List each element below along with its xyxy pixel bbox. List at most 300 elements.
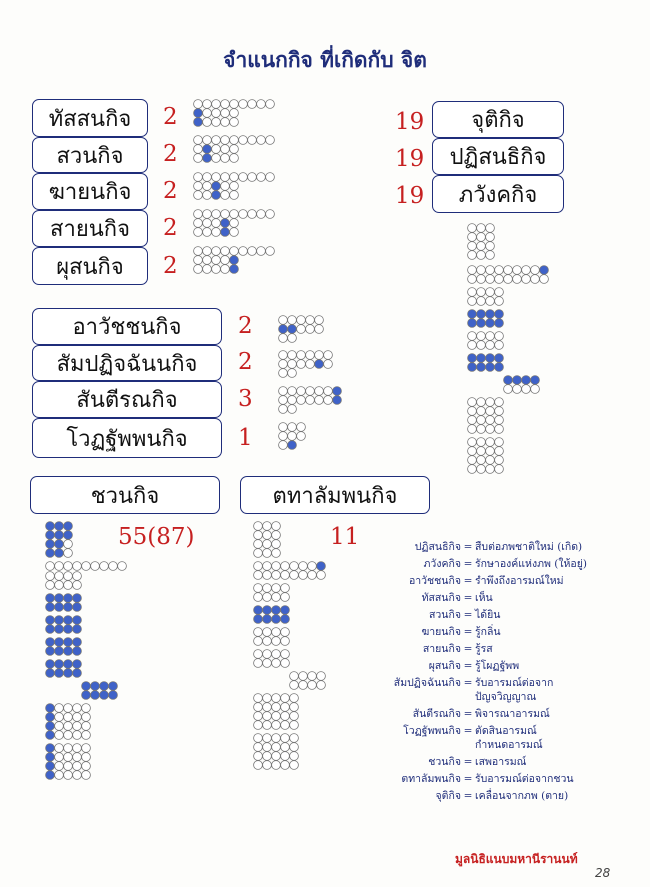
kicca-label: สันตีรณกิจ xyxy=(76,388,178,413)
citta-dot xyxy=(221,228,230,237)
citta-dot xyxy=(203,109,212,118)
legend-definition: เสพอารมณ์ xyxy=(475,756,527,768)
citta-dot xyxy=(486,310,495,319)
citta-dot xyxy=(272,522,281,531)
citta-dot xyxy=(203,136,212,145)
citta-dot xyxy=(212,145,221,154)
citta-dot xyxy=(281,615,290,624)
citta-dot xyxy=(91,562,100,571)
citta-dot xyxy=(248,136,257,145)
citta-dot xyxy=(504,275,513,284)
kicca-label: อาวัชชนกิจ xyxy=(72,315,182,340)
citta-dot xyxy=(239,210,248,219)
citta-dot xyxy=(64,581,73,590)
citta-dot xyxy=(46,522,55,531)
citta-dot xyxy=(288,325,297,334)
citta-dot xyxy=(306,387,315,396)
legend-equals: = xyxy=(463,756,473,768)
citta-dot xyxy=(64,549,73,558)
citta-dot xyxy=(306,360,315,369)
legend-definition-cont: ปัญจวิญญาณ xyxy=(475,691,537,703)
citta-dot xyxy=(317,672,326,681)
citta-dot xyxy=(263,628,272,637)
citta-dot xyxy=(64,540,73,549)
citta-dot xyxy=(82,713,91,722)
legend-row xyxy=(372,676,622,704)
citta-dot xyxy=(540,275,549,284)
citta-dot xyxy=(46,581,55,590)
citta-dot xyxy=(288,432,297,441)
citta-dot xyxy=(55,660,64,669)
citta-dot xyxy=(272,531,281,540)
citta-dot xyxy=(55,540,64,549)
legend-definition: พิจารณาอารมณ์ xyxy=(475,708,550,720)
citta-dot xyxy=(221,173,230,182)
citta-dot xyxy=(46,762,55,771)
citta-dot xyxy=(194,100,203,109)
legend-row xyxy=(372,659,622,673)
citta-dot xyxy=(254,522,263,531)
citta-dot xyxy=(212,173,221,182)
legend-term: ภวังคกิจ xyxy=(423,558,461,570)
citta-dot xyxy=(317,562,326,571)
citta-dot xyxy=(230,118,239,127)
citta-dot xyxy=(306,325,315,334)
citta-dot xyxy=(254,734,263,743)
citta-dot xyxy=(477,438,486,447)
citta-dot xyxy=(272,584,281,593)
citta-dot xyxy=(230,256,239,265)
legend-equals: = xyxy=(463,575,473,587)
citta-dot xyxy=(272,743,281,752)
citta-dot xyxy=(254,549,263,558)
citta-dot xyxy=(263,540,272,549)
citta-dot xyxy=(281,593,290,602)
citta-dot xyxy=(290,703,299,712)
citta-dot xyxy=(263,584,272,593)
citta-dot xyxy=(46,616,55,625)
citta-dot xyxy=(248,210,257,219)
citta-dot xyxy=(55,594,64,603)
citta-dot xyxy=(272,659,281,668)
citta-dot xyxy=(281,752,290,761)
citta-dot xyxy=(281,721,290,730)
legend-equals: = xyxy=(463,660,473,672)
citta-dot xyxy=(306,351,315,360)
legend-term: ผุสนกิจ xyxy=(428,660,461,672)
citta-dot xyxy=(82,771,91,780)
citta-dot xyxy=(495,398,504,407)
citta-dot xyxy=(290,743,299,752)
citta-dot xyxy=(212,247,221,256)
legend-row xyxy=(372,755,622,769)
citta-dot xyxy=(73,771,82,780)
citta-dot xyxy=(477,407,486,416)
kicca-count: 19 xyxy=(395,183,425,209)
legend-row xyxy=(372,557,622,571)
citta-dot xyxy=(254,615,263,624)
citta-dot xyxy=(290,571,299,580)
kicca-count: 11 xyxy=(330,524,360,550)
citta-dot xyxy=(212,256,221,265)
citta-dot xyxy=(263,752,272,761)
citta-dot xyxy=(73,638,82,647)
citta-dot xyxy=(64,744,73,753)
citta-dot xyxy=(315,316,324,325)
citta-dot xyxy=(468,233,477,242)
legend-term: สัมปฏิจฉันนกิจ xyxy=(393,677,461,689)
citta-dot xyxy=(477,447,486,456)
legend-definition: ได้ยิน xyxy=(475,609,501,621)
citta-dot xyxy=(477,297,486,306)
legend-equals: = xyxy=(463,643,473,655)
legend-term: โวฏฐัพพนกิจ xyxy=(403,725,461,737)
citta-dot xyxy=(221,265,230,274)
legend-definition: สืบต่อภพชาติใหม่ (เกิด) xyxy=(475,541,583,553)
citta-dot xyxy=(73,581,82,590)
citta-dot xyxy=(46,572,55,581)
citta-dot xyxy=(531,266,540,275)
citta-dot xyxy=(73,625,82,634)
citta-dot xyxy=(495,341,504,350)
citta-dot xyxy=(46,625,55,634)
citta-dot xyxy=(254,593,263,602)
citta-dot xyxy=(495,266,504,275)
citta-dot xyxy=(254,659,263,668)
citta-dot xyxy=(64,660,73,669)
citta-dot xyxy=(194,228,203,237)
citta-dot xyxy=(513,266,522,275)
citta-dot xyxy=(288,334,297,343)
citta-dot xyxy=(109,562,118,571)
citta-dot xyxy=(272,606,281,615)
citta-dot xyxy=(100,691,109,700)
kicca-label: ผุสนกิจ xyxy=(56,254,124,280)
citta-dot xyxy=(333,396,342,405)
citta-dot xyxy=(315,387,324,396)
citta-dot xyxy=(64,713,73,722)
citta-dot xyxy=(221,210,230,219)
citta-dot xyxy=(239,173,248,182)
citta-dot xyxy=(46,531,55,540)
citta-dot xyxy=(263,712,272,721)
citta-dot xyxy=(486,363,495,372)
citta-dot xyxy=(254,721,263,730)
citta-dot xyxy=(468,354,477,363)
citta-dot xyxy=(194,136,203,145)
citta-dot xyxy=(477,310,486,319)
citta-dot xyxy=(194,109,203,118)
citta-dot xyxy=(194,247,203,256)
citta-dot xyxy=(212,154,221,163)
citta-dot xyxy=(46,704,55,713)
citta-dot xyxy=(297,360,306,369)
citta-dot xyxy=(194,118,203,127)
citta-dot xyxy=(64,522,73,531)
citta-dot xyxy=(468,398,477,407)
citta-dot xyxy=(73,562,82,571)
citta-dot xyxy=(55,572,64,581)
citta-dot xyxy=(531,385,540,394)
legend-term: ชวนกิจ xyxy=(428,756,461,768)
citta-dot xyxy=(324,351,333,360)
citta-dot xyxy=(477,224,486,233)
citta-dot xyxy=(468,266,477,275)
citta-dot xyxy=(203,154,212,163)
citta-dot xyxy=(495,275,504,284)
citta-dot xyxy=(73,731,82,740)
citta-dot xyxy=(263,650,272,659)
legend-row xyxy=(372,591,622,605)
citta-dot xyxy=(522,376,531,385)
citta-dot xyxy=(279,334,288,343)
citta-dot xyxy=(297,387,306,396)
citta-dot xyxy=(495,297,504,306)
citta-dot xyxy=(495,354,504,363)
citta-dot xyxy=(281,606,290,615)
citta-dot xyxy=(64,647,73,656)
kicca-count: 2 xyxy=(163,141,178,167)
legend-definition: รำพึงถึงอารมณ์ใหม่ xyxy=(475,575,564,587)
citta-dot xyxy=(194,154,203,163)
citta-dot xyxy=(212,191,221,200)
citta-dot xyxy=(272,615,281,624)
citta-dot xyxy=(64,531,73,540)
citta-dot xyxy=(46,731,55,740)
citta-dot xyxy=(82,682,91,691)
citta-dot xyxy=(212,265,221,274)
citta-dot xyxy=(46,540,55,549)
legend-definition: เคลื่อนจากภพ (ตาย) xyxy=(475,790,569,802)
citta-dot xyxy=(272,562,281,571)
citta-dot xyxy=(55,625,64,634)
citta-dot xyxy=(73,744,82,753)
citta-dot xyxy=(281,743,290,752)
citta-dot xyxy=(308,681,317,690)
citta-dot xyxy=(263,615,272,624)
citta-dot xyxy=(230,154,239,163)
citta-dot xyxy=(477,332,486,341)
citta-dot xyxy=(279,369,288,378)
citta-dot xyxy=(221,118,230,127)
citta-dot xyxy=(495,363,504,372)
citta-dot xyxy=(504,385,513,394)
citta-dot xyxy=(212,182,221,191)
citta-dot xyxy=(46,603,55,612)
citta-dot xyxy=(46,744,55,753)
citta-dot xyxy=(230,173,239,182)
citta-dot xyxy=(73,572,82,581)
citta-dot xyxy=(254,761,263,770)
citta-dot xyxy=(272,752,281,761)
citta-dot xyxy=(254,637,263,646)
citta-dot xyxy=(486,416,495,425)
citta-dot xyxy=(203,265,212,274)
citta-dot xyxy=(315,396,324,405)
citta-dot xyxy=(55,731,64,740)
legend-definition: ตัดสินอารมณ์ กำหนดอารมณ์ xyxy=(475,725,543,751)
citta-dot xyxy=(46,562,55,571)
citta-dot xyxy=(272,549,281,558)
citta-dot xyxy=(254,571,263,580)
citta-dot xyxy=(254,703,263,712)
citta-dot xyxy=(212,118,221,127)
citta-dot xyxy=(281,734,290,743)
citta-dot xyxy=(64,603,73,612)
citta-dot xyxy=(46,594,55,603)
kicca-count: 19 xyxy=(395,109,425,135)
citta-dot xyxy=(221,191,230,200)
citta-dot xyxy=(212,109,221,118)
citta-dot xyxy=(73,660,82,669)
citta-dot xyxy=(263,721,272,730)
citta-dot xyxy=(279,325,288,334)
citta-dot xyxy=(82,722,91,731)
citta-dot xyxy=(109,691,118,700)
citta-dot xyxy=(486,297,495,306)
citta-dot xyxy=(281,694,290,703)
citta-dot xyxy=(55,562,64,571)
citta-dot xyxy=(281,703,290,712)
citta-dot xyxy=(254,743,263,752)
legend-row xyxy=(372,540,622,554)
citta-dot xyxy=(468,438,477,447)
legend-definition: รู้รส xyxy=(475,643,493,655)
kicca-count: 3 xyxy=(238,386,253,412)
citta-dot xyxy=(486,456,495,465)
kicca-label: ชวนกิจ xyxy=(90,483,160,509)
citta-dot xyxy=(46,638,55,647)
citta-dot xyxy=(55,669,64,678)
citta-dot xyxy=(288,423,297,432)
citta-dot xyxy=(239,247,248,256)
citta-dot xyxy=(468,310,477,319)
citta-dot xyxy=(486,465,495,474)
kicca-label: สายนกิจ xyxy=(50,217,130,242)
citta-dot xyxy=(194,210,203,219)
citta-dot xyxy=(290,761,299,770)
citta-dot xyxy=(263,637,272,646)
citta-dot xyxy=(248,247,257,256)
citta-dot xyxy=(531,275,540,284)
citta-dot xyxy=(486,266,495,275)
citta-dot xyxy=(118,562,127,571)
citta-dot xyxy=(477,251,486,260)
citta-dot xyxy=(272,628,281,637)
citta-dot xyxy=(203,145,212,154)
citta-dot xyxy=(203,256,212,265)
citta-dot xyxy=(281,650,290,659)
citta-dot xyxy=(73,713,82,722)
citta-dot xyxy=(299,562,308,571)
citta-dot xyxy=(203,228,212,237)
citta-dot xyxy=(495,310,504,319)
citta-dot xyxy=(504,376,513,385)
kicca-label: ภวังคกิจ xyxy=(458,182,538,208)
citta-dot xyxy=(477,275,486,284)
legend-equals: = xyxy=(463,790,473,802)
citta-dot xyxy=(212,210,221,219)
citta-dot xyxy=(230,210,239,219)
citta-dot xyxy=(257,247,266,256)
citta-dot xyxy=(477,242,486,251)
citta-dot xyxy=(263,703,272,712)
citta-dot xyxy=(299,672,308,681)
citta-dot xyxy=(468,456,477,465)
citta-dot xyxy=(297,423,306,432)
citta-dot xyxy=(263,606,272,615)
kicca-label: จุติกิจ xyxy=(471,108,525,133)
citta-dot xyxy=(46,771,55,780)
citta-dot xyxy=(504,266,513,275)
citta-dot xyxy=(477,319,486,328)
citta-dot xyxy=(272,734,281,743)
citta-dot xyxy=(64,572,73,581)
kicca-count: 2 xyxy=(163,215,178,241)
legend-term: สายนกิจ xyxy=(422,643,461,655)
citta-dot xyxy=(221,109,230,118)
citta-dot xyxy=(317,681,326,690)
legend-row xyxy=(372,625,622,639)
citta-dot xyxy=(257,210,266,219)
citta-dot xyxy=(281,637,290,646)
page-number: 28 xyxy=(595,866,611,880)
citta-dot xyxy=(212,219,221,228)
citta-dot xyxy=(290,734,299,743)
legend-term: ฆายนกิจ xyxy=(421,626,461,638)
citta-dot xyxy=(64,753,73,762)
citta-dot xyxy=(239,136,248,145)
citta-dot xyxy=(55,753,64,762)
citta-dot xyxy=(297,351,306,360)
legend-row xyxy=(372,707,622,721)
citta-dot xyxy=(308,672,317,681)
citta-dot xyxy=(281,584,290,593)
citta-dot xyxy=(290,721,299,730)
citta-dot xyxy=(203,100,212,109)
citta-dot xyxy=(477,398,486,407)
citta-dot xyxy=(73,603,82,612)
citta-dot xyxy=(55,531,64,540)
citta-dot xyxy=(288,360,297,369)
citta-dot xyxy=(73,753,82,762)
citta-dot xyxy=(317,571,326,580)
citta-dot xyxy=(486,447,495,456)
citta-dot xyxy=(306,316,315,325)
kicca-count: 2 xyxy=(163,178,178,204)
legend-term: ตทาลัมพนกิจ xyxy=(401,773,461,785)
citta-dot xyxy=(281,761,290,770)
citta-dot xyxy=(279,441,288,450)
citta-dot xyxy=(221,247,230,256)
citta-dot xyxy=(477,416,486,425)
kicca-count: 19 xyxy=(395,146,425,172)
citta-dot xyxy=(297,432,306,441)
citta-dot xyxy=(82,691,91,700)
citta-dot xyxy=(194,182,203,191)
citta-dot xyxy=(468,242,477,251)
citta-dot xyxy=(290,694,299,703)
citta-dot xyxy=(299,681,308,690)
legend-row xyxy=(372,608,622,622)
citta-dot xyxy=(82,731,91,740)
citta-dot xyxy=(288,441,297,450)
legend-term: ทัสสนกิจ xyxy=(421,592,461,604)
citta-dot xyxy=(254,540,263,549)
citta-dot xyxy=(288,405,297,414)
citta-dot xyxy=(281,628,290,637)
legend-term: ปฏิสนธิกิจ xyxy=(414,541,461,553)
